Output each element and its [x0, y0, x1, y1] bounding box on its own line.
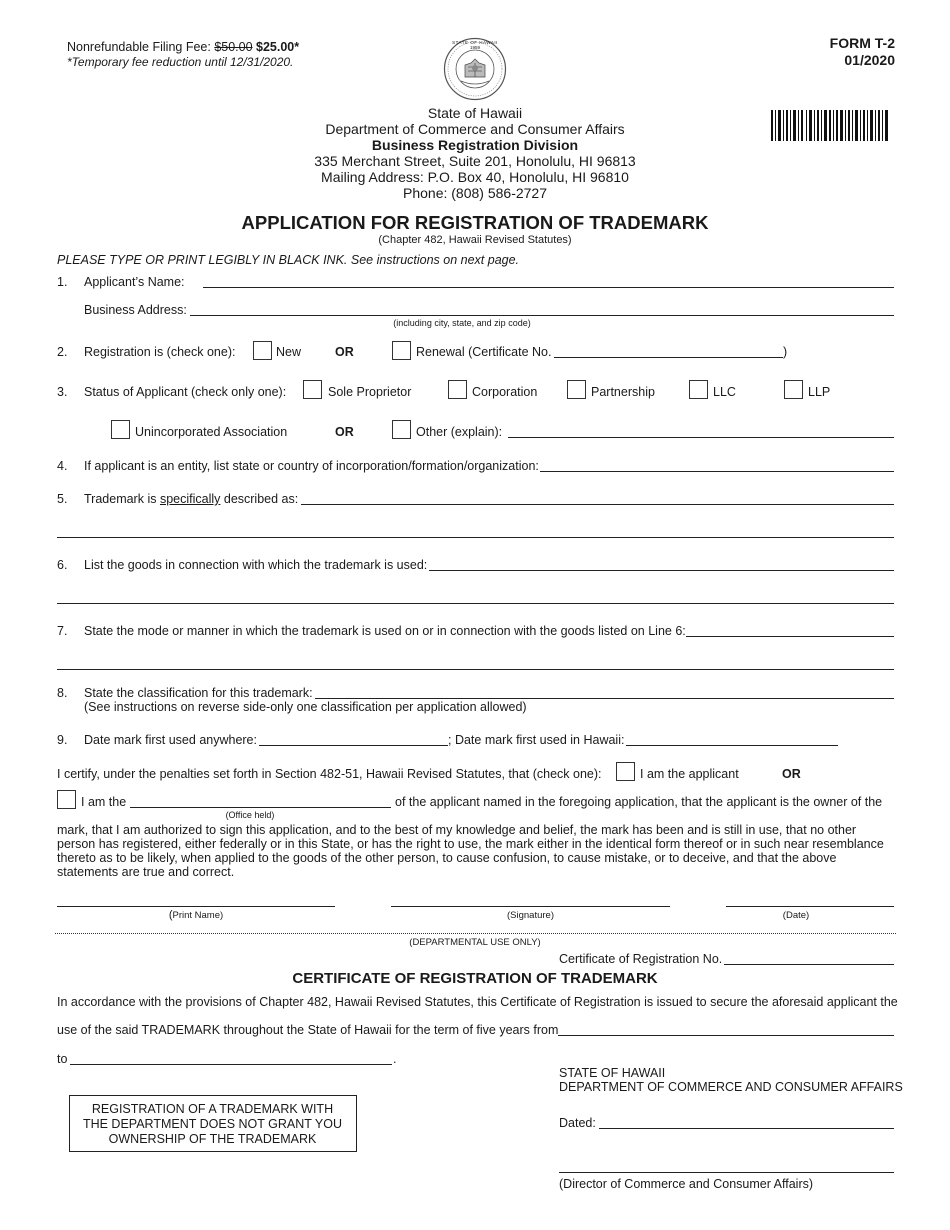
certificate-line-2: use of the said TRADEMARK throughout the State of Hawaii for the term of five years from: [57, 1023, 559, 1037]
classification-field[interactable]: [315, 698, 894, 699]
signature-field[interactable]: [391, 906, 670, 907]
classification-note: (See instructions on reverse side-only one classification per application allowed): [84, 700, 527, 714]
i-am-the-label: I am the: [81, 795, 127, 809]
llc-label: LLC: [713, 385, 736, 399]
director-caption: (Director of Commerce and Consumer Affairs): [559, 1177, 814, 1191]
date-anywhere-label: Date mark first used anywhere:: [84, 733, 257, 747]
certificate-department: DEPARTMENT OF COMMERCE AND CONSUMER AFFAIRS: [559, 1080, 903, 1094]
print-name-text: Print Name): [172, 910, 224, 921]
new-label: New: [276, 345, 302, 359]
trademark-label-underlined: specifically: [159, 492, 221, 506]
item-number-3: 3.: [57, 385, 68, 399]
director-signature-field[interactable]: [559, 1172, 894, 1173]
sole-proprietor-label: Sole Proprietor: [328, 385, 412, 399]
date-anywhere-field[interactable]: [259, 745, 448, 746]
header-phone: Phone: (808) 586-2727: [403, 185, 547, 201]
departmental-use: (DEPARTMENTAL USE ONLY): [409, 937, 541, 948]
item-number-5: 5.: [57, 492, 68, 506]
filing-fee-label: Nonrefundable Filing Fee:: [67, 40, 215, 54]
term-to-field[interactable]: [70, 1064, 392, 1065]
certificate-state: STATE OF HAWAII: [559, 1066, 666, 1080]
trademark-label-prefix: Trademark is: [84, 492, 160, 506]
entity-label: If applicant is an entity, list state or country of incorporation/formation/organization:: [84, 459, 539, 473]
fee-note: *Temporary fee reduction until 12/31/2020.: [67, 55, 294, 69]
date-field[interactable]: [726, 906, 894, 907]
llp-checkbox[interactable]: [784, 380, 803, 399]
renewal-label: Renewal (Certificate No.: [416, 345, 552, 359]
certificate-number-label: Certificate of Registration No.: [559, 952, 723, 966]
business-address-field[interactable]: [190, 315, 894, 316]
partnership-label: Partnership: [591, 385, 655, 399]
seal-year: 1959: [469, 45, 480, 50]
trademark-description-field-2[interactable]: [57, 537, 894, 538]
corporation-checkbox[interactable]: [448, 380, 467, 399]
page-subtitle: (Chapter 482, Hawaii Revised Statutes): [378, 234, 572, 246]
item-number-6: 6.: [57, 558, 68, 572]
date-hawaii-label: ; Date mark first used in Hawaii:: [448, 733, 625, 747]
or-label-3: OR: [335, 425, 354, 439]
business-address-label: Business Address:: [84, 303, 187, 317]
dotted-divider: [55, 933, 896, 934]
notice-line-1: REGISTRATION OF A TRADEMARK WITH: [91, 1102, 334, 1116]
old-fee: $50.00: [214, 40, 253, 54]
applicant-name-label: Applicant’s Name:: [84, 275, 185, 289]
certificate-line-1: In accordance with the provisions of Chapter 482, Hawaii Revised Statutes, this Certificate of Registration is issued to secure the aforesaid applicant the: [57, 995, 898, 1009]
print-name-paren: (: [168, 909, 173, 921]
print-name-field[interactable]: [57, 906, 335, 907]
classification-label: State the classification for this trademark:: [84, 686, 313, 700]
item-number-8: 8.: [57, 686, 68, 700]
trademark-description-field[interactable]: [301, 504, 894, 505]
office-held-hint: (Office held): [225, 810, 275, 820]
sole-proprietor-checkbox[interactable]: [303, 380, 322, 399]
office-held-field[interactable]: [130, 807, 391, 808]
registration-label: Registration is (check one):: [84, 345, 236, 359]
i-am-applicant-checkbox[interactable]: [616, 762, 635, 781]
instructions: PLEASE TYPE OR PRINT LEGIBLY IN BLACK INK. See instructions on next page.: [57, 253, 520, 267]
corporation-label: Corporation: [472, 385, 538, 399]
other-explain-field[interactable]: [508, 437, 894, 438]
mode-label: State the mode or manner in which the trademark is used on or in connection with the goods listed on Line 6:: [84, 624, 686, 638]
unincorporated-label: Unincorporated Association: [135, 425, 288, 439]
header-address: 335 Merchant Street, Suite 201, Honolulu, HI 96813: [314, 153, 636, 169]
certificate-to-label: to: [57, 1052, 68, 1066]
notice-box: [69, 1095, 357, 1152]
page-title: APPLICATION FOR REGISTRATION OF TRADEMARK: [241, 212, 709, 233]
llp-label: LLP: [808, 385, 831, 399]
status-label: Status of Applicant (check only one):: [84, 385, 287, 399]
item-number-7: 7.: [57, 624, 68, 638]
seal-text: STATE OF HAWAII: [452, 40, 498, 45]
certify-intro: I certify, under the penalties set forth in Section 482-51, Hawaii Revised Statutes, that (check one):: [57, 767, 602, 781]
term-from-field[interactable]: [558, 1035, 894, 1036]
item-number-4: 4.: [57, 459, 68, 473]
certificate-period: .: [393, 1052, 397, 1066]
item-number-1: 1.: [57, 275, 68, 289]
i-am-officer-checkbox[interactable]: [57, 790, 76, 809]
goods-field[interactable]: [429, 570, 894, 571]
address-hint: (including city, state, and zip code): [393, 318, 531, 328]
of-applicant-text: of the applicant named in the foregoing application, that the applicant is the owner of the: [395, 795, 883, 809]
llc-checkbox[interactable]: [689, 380, 708, 399]
applicant-name-field[interactable]: [203, 287, 894, 288]
goods-label: List the goods in connection with which the trademark is used:: [84, 558, 428, 572]
certificate-number-field[interactable]: [724, 964, 894, 965]
entity-field[interactable]: [540, 471, 894, 472]
state-seal: [443, 37, 507, 101]
new-fee: $25.00*: [256, 40, 300, 54]
certify-body: mark, that I am authorized to sign this application, and to the best of my knowledge and belief, the mark has been and is still in use, that no other person has registered, either federally or in this State, or has the right to use, the mark either in the identical form thereof or in such near resemblance thereto as to be likely, when applied to the goods of the other person, to cause confusion, to cause mistake, or to deceive, and that the above statements are true and correct.: [57, 823, 884, 879]
header-department: Department of Commerce and Consumer Affairs: [325, 121, 625, 137]
filing-fee: [67, 40, 299, 54]
or-label-certify: OR: [782, 767, 801, 781]
unincorporated-checkbox[interactable]: [111, 420, 130, 439]
other-checkbox[interactable]: [392, 420, 411, 439]
date-hawaii-field[interactable]: [626, 745, 838, 746]
partnership-checkbox[interactable]: [567, 380, 586, 399]
other-label: Other (explain):: [416, 425, 503, 439]
i-am-applicant-label: I am the applicant: [640, 767, 739, 781]
certificate-title: CERTIFICATE OF REGISTRATION OF TRADEMARK: [292, 970, 658, 987]
trademark-label-suffix: described as:: [220, 492, 299, 506]
notice-line-3: OWNERSHIP OF THE TRADEMARK: [108, 1132, 317, 1146]
header-state: State of Hawaii: [427, 105, 523, 121]
header-mailing: Mailing Address: P.O. Box 40, Honolulu, HI 96810: [321, 169, 629, 185]
form-number: FORM T-2: [829, 35, 895, 51]
item-number-9: 9.: [57, 733, 68, 747]
new-checkbox[interactable]: [253, 341, 272, 360]
renewal-checkbox[interactable]: [392, 341, 411, 360]
renewal-close-paren: ): [783, 345, 788, 359]
trademark-label: [84, 492, 298, 506]
print-name-caption: [57, 909, 335, 921]
notice-line-2: THE DEPARTMENT DOES NOT GRANT YOU: [82, 1117, 343, 1131]
signature-caption: (Signature): [507, 910, 554, 921]
date-caption: (Date): [782, 910, 810, 921]
item-number-2: 2.: [57, 345, 68, 359]
dated-label: Dated:: [559, 1116, 596, 1130]
form-date: 01/2020: [844, 52, 895, 68]
header-division: Business Registration Division: [371, 137, 579, 153]
renewal-certificate-field[interactable]: [554, 357, 783, 358]
or-label-2: OR: [335, 345, 354, 359]
goods-field-2[interactable]: [57, 603, 894, 604]
mode-field-2[interactable]: [57, 669, 894, 670]
barcode: [771, 110, 889, 141]
dated-field[interactable]: [599, 1128, 894, 1129]
mode-field[interactable]: [686, 636, 894, 637]
